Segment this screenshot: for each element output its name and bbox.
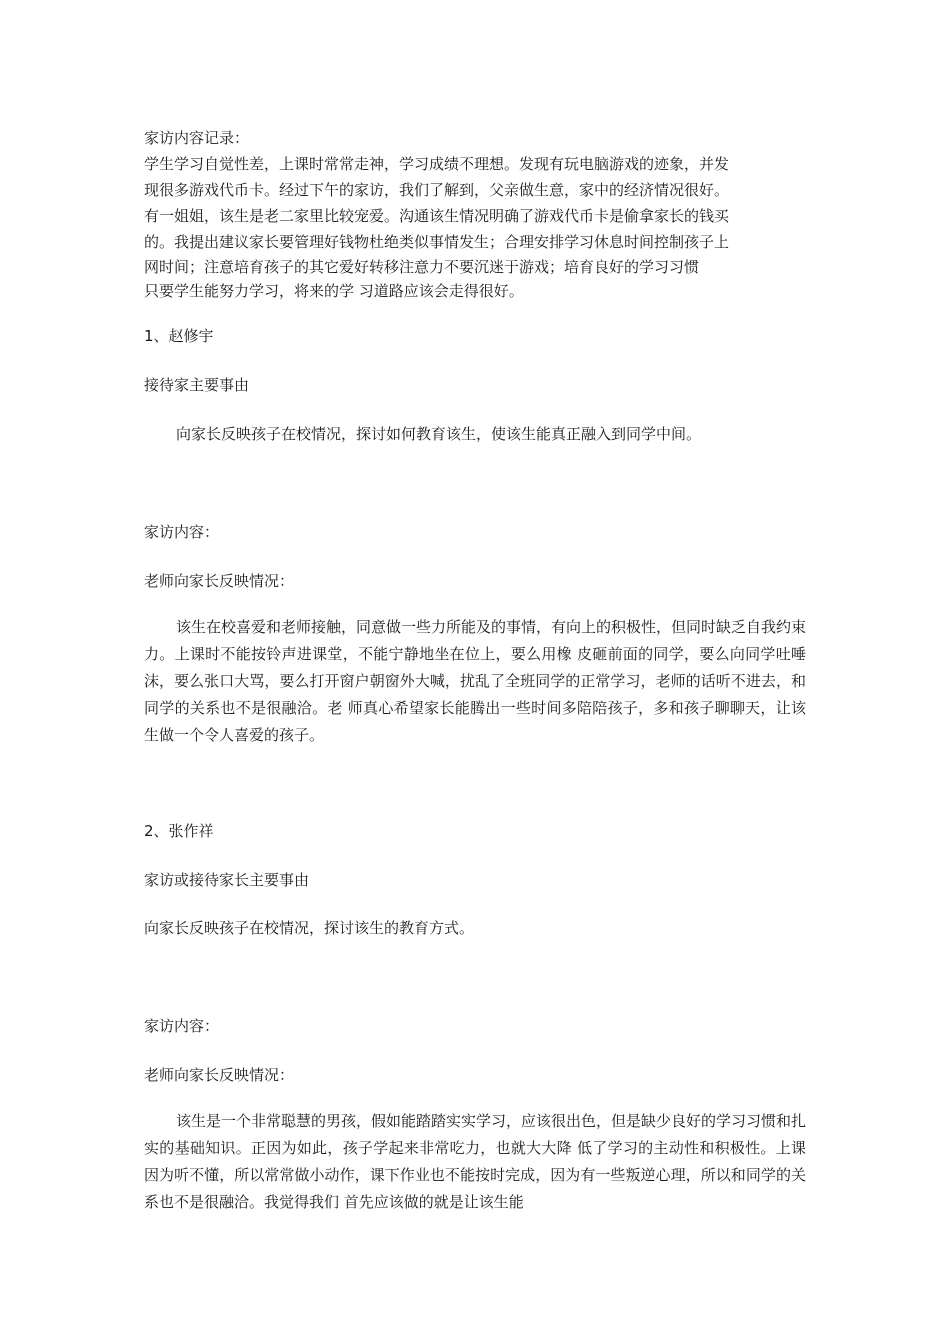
student2-reason-text: 向家长反映孩子在校情况，探讨该生的教育方式。 bbox=[144, 919, 475, 937]
student1-reason-text: 向家长反映孩子在校情况，探讨如何教育该生，使该生能真正融入到同学中间。 bbox=[176, 425, 702, 443]
intro-line: 只要学生能努力学习，将来的学 习道路应该会走得很好。 bbox=[144, 282, 524, 300]
student2-feedback-label: 老师向家长反映情况： bbox=[144, 1066, 295, 1084]
intro-line: 的。我提出建议家长要管理好钱物杜绝类似事情发生；合理安排学习休息时间控制孩子上 bbox=[144, 233, 730, 251]
student2-feedback-text: 该生是一个非常聪慧的男孩，假如能踏踏实实学习，应该很出色，但是缺少良好的学习习惯和扎实的基础知识。正因为如此，孩子学起来非常吃力，也就大大降 低了学习的主动性和积极性。上课因为听不懂，所以常常做小动作，课下作业也不能按时完成，因为有一些叛逆心理，所以和同学的关系也不是很融洽。我觉得我们 首先应该做的就是让该生能 bbox=[144, 1112, 807, 1211]
intro-heading: 家访内容记录： bbox=[144, 129, 250, 147]
student1-name: 1、赵修宇 bbox=[144, 327, 214, 345]
intro-line: 有一姐姐，该生是老二家里比较宠爱。沟通该生情况明确了游戏代币卡是偷拿家长的钱买 bbox=[144, 207, 730, 225]
student2-reason-label: 家访或接待家长主要事由 bbox=[144, 871, 310, 889]
intro-line: 学生学习自觉性差，上课时常常走神，学习成绩不理想。发现有玩电脑游戏的迹象，并发 bbox=[144, 155, 730, 173]
intro-line: 网时间；注意培育孩子的其它爱好转移注意力不要沉迷于游戏；培育良好的学习习惯 bbox=[144, 258, 700, 276]
student1-feedback-label: 老师向家长反映情况： bbox=[144, 572, 295, 590]
student2-content-label: 家访内容： bbox=[144, 1017, 220, 1035]
student1-reason-label: 接待家主要事由 bbox=[144, 376, 250, 394]
intro-line: 现很多游戏代币卡。经过下午的家访，我们了解到，父亲做生意，家中的经济情况很好。 bbox=[144, 181, 730, 199]
student2-name: 2、张作祥 bbox=[144, 822, 214, 840]
student1-feedback-text: 该生在校喜爱和老师接触，同意做一些力所能及的事情，有向上的积极性，但同时缺乏自我约束力。上课时不能按铃声进课堂，不能宁静地坐在位上，要么用橡 皮砸前面的同学，要么向同学吐唾沫，要么张口大骂，要么打开窗户朝窗外大喊，扰乱了全班同学的正常学习，老师的话听不进去，和同学的关系也不是很融洽。老 师真心希望家长能腾出一些时间多陪陪孩子，多和孩子聊聊天，让该生做一个令人喜爱的孩子。 bbox=[144, 618, 807, 744]
student1-content-label: 家访内容： bbox=[144, 523, 220, 541]
